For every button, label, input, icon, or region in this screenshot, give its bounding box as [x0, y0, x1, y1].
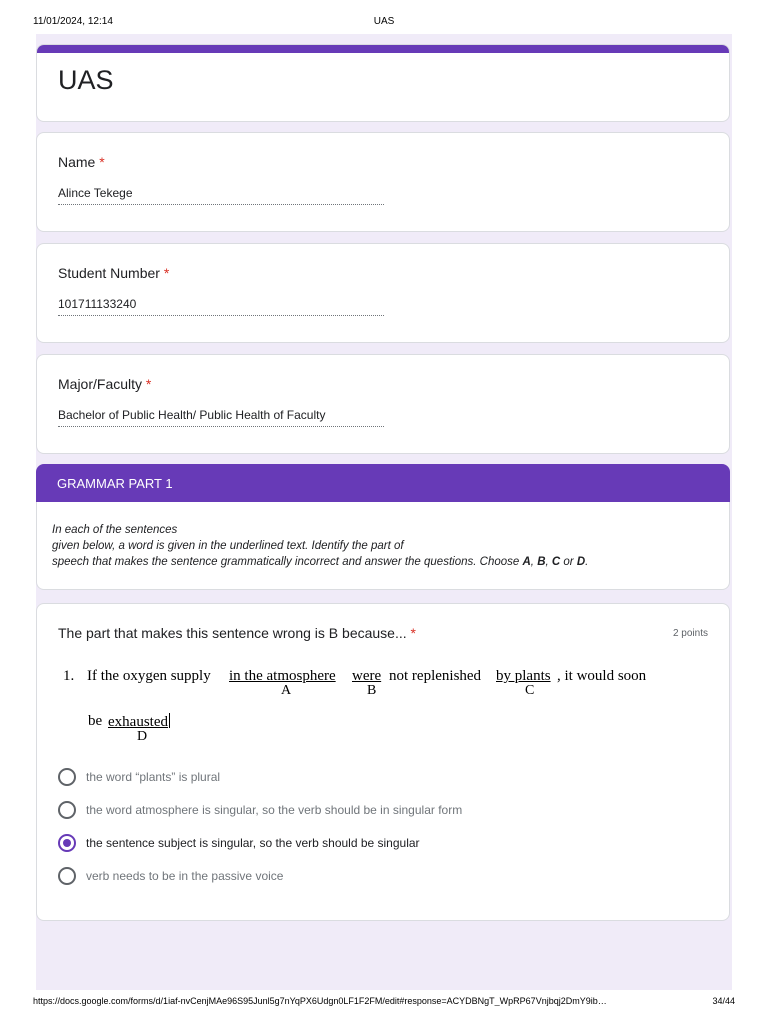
- question-label: Name *: [58, 154, 105, 170]
- print-url: https://docs.google.com/forms/d/1iaf-nvCenjMAe96S95Junl5g7nYqPX6Udgn0LF1F2FM/edit#response=ACYDBNgT_WpRP67Vnjbqj2DmY9ib…: [33, 996, 607, 1006]
- form-title-card: [36, 44, 730, 122]
- choice-letter-c: C: [525, 683, 535, 698]
- section-header: [36, 464, 730, 502]
- page-number: 34/44: [712, 996, 735, 1006]
- points-label: 2 points: [672, 628, 708, 639]
- question-card-name: [36, 132, 730, 232]
- form-title: UAS: [58, 65, 114, 95]
- choice-letter-b: B: [367, 683, 377, 698]
- name-answer: Alince Tekege: [58, 186, 384, 205]
- question-sentence-image: [63, 668, 703, 764]
- print-title: UAS: [373, 16, 395, 27]
- radio-button[interactable]: [58, 768, 76, 786]
- section-desc-line: speech that makes the sentence grammatically incorrect and answer the questions. Choose A, B, C or D.: [52, 556, 589, 568]
- option-2[interactable]: [58, 834, 518, 854]
- radio-button[interactable]: [58, 801, 76, 819]
- option-label: verb needs to be in the passive voice: [86, 869, 284, 883]
- underlined-part-a: in the atmosphere: [229, 668, 336, 684]
- option-1[interactable]: [58, 801, 518, 821]
- section-description: [36, 502, 730, 590]
- radio-button-checked[interactable]: [58, 834, 76, 852]
- sentence-number: 1.: [63, 668, 75, 684]
- question-label: The part that makes this sentence wrong is B because... *: [58, 625, 416, 641]
- option-label: the sentence subject is singular, so the verb should be singular: [86, 836, 420, 850]
- option-label: the word “plants” is plural: [86, 770, 221, 784]
- section-title: GRAMMAR PART 1: [57, 476, 173, 491]
- print-timestamp: 11/01/2024, 12:14: [33, 16, 113, 27]
- option-0[interactable]: [58, 768, 518, 788]
- section-desc-line: given below, a word is given in the underlined text. Identify the part of: [52, 540, 404, 552]
- text-cursor: [169, 713, 170, 728]
- print-footer: [33, 996, 735, 1010]
- question-label: Student Number *: [58, 265, 170, 281]
- sentence-text: , it would soon: [557, 668, 647, 684]
- section-desc-line: In each of the sentences: [52, 524, 178, 536]
- question-card-major: [36, 354, 730, 454]
- underlined-part-c: by plants: [496, 668, 551, 684]
- required-asterisk: *: [99, 154, 105, 170]
- option-label: the word atmosphere is singular, so the verb should be in singular form: [86, 803, 463, 817]
- sentence-text: If the oxygen supply: [87, 668, 211, 684]
- print-header: [33, 16, 735, 30]
- required-asterisk: *: [410, 625, 416, 641]
- question-label: Major/Faculty *: [58, 376, 152, 392]
- radio-selected-dot: [63, 839, 71, 847]
- underlined-part-b: were: [352, 668, 382, 684]
- required-asterisk: *: [145, 376, 152, 392]
- choice-letter-a: A: [281, 683, 292, 698]
- radio-button[interactable]: [58, 867, 76, 885]
- multiple-choice-question-card: [36, 603, 730, 921]
- student-number-answer: 101711133240: [58, 297, 384, 316]
- option-3[interactable]: [58, 867, 518, 887]
- major-answer: Bachelor of Public Health/ Public Health of Faculty: [58, 408, 384, 427]
- choice-letter-d: D: [137, 729, 148, 744]
- sentence-text: not replenished: [389, 668, 482, 684]
- sentence-text: be: [88, 713, 103, 729]
- question-card-student-number: [36, 243, 730, 343]
- required-asterisk: *: [163, 265, 170, 281]
- underlined-part-d: exhausted: [108, 714, 168, 730]
- accent-stripe: [37, 45, 729, 53]
